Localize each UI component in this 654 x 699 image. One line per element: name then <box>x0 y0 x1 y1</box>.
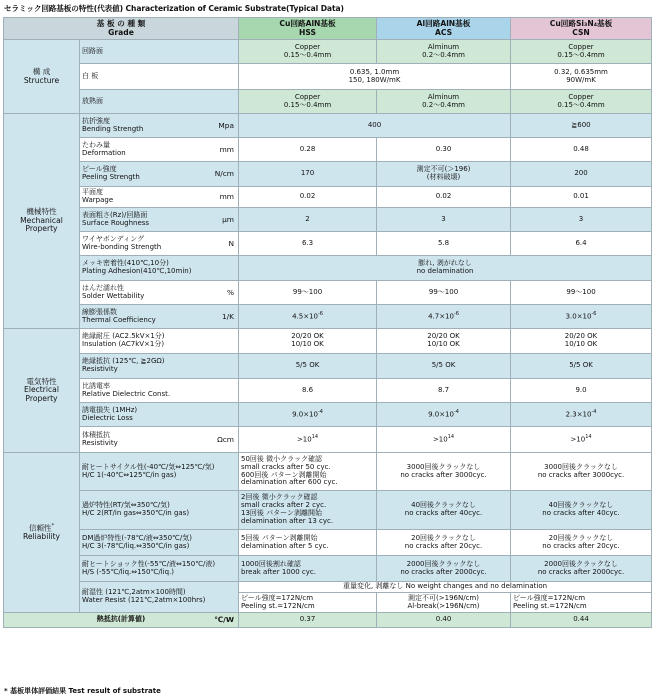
warpage-row <box>4 187 652 208</box>
hss-cell: 2 <box>239 208 377 232</box>
property-label: 線膨張係数 Thermal Coefficiency 1/K <box>80 305 239 329</box>
acs-cell: 0.40 <box>377 613 511 628</box>
hss-cell: Copper 0.15～0.4mm <box>239 40 377 64</box>
plating-row <box>4 256 652 281</box>
csn-cell: ピール強度=172N/cm Peeling st.=172N/cm <box>511 593 652 613</box>
thermal-coef-row <box>4 305 652 329</box>
hss-cell: 170 <box>239 162 377 187</box>
property-label: 誘電損失 (1MHz) Dielectric Loss <box>80 403 239 427</box>
thermal-resistance-label: 熱抵抗(計算値) ℃/W <box>4 613 239 628</box>
property-label: 絶縁耐圧 (AC2.5kV×1分) Insulation (AC7kV×1分) <box>80 329 239 354</box>
acs-cell: Alminum 0.2～0.4mm <box>377 90 511 114</box>
csn-cell: 3 <box>511 208 652 232</box>
property-label: はんだ濡れ性 Solder Wettability % <box>80 281 239 305</box>
acs-cell: 0.02 <box>377 187 511 208</box>
hc1-row <box>4 453 652 491</box>
circuit-label: 回路面 <box>80 40 239 64</box>
csn-cell: 40回後クラックなし no cracks after 40cyc. <box>511 491 652 530</box>
hss-cell: $4.5\times 10^{-6}$ <box>239 305 377 329</box>
hss-cell: 0.37 <box>239 613 377 628</box>
acs-cell: 40回後クラックなし no cracks after 40cyc. <box>377 491 511 530</box>
hss-cell: $9.0\times 10^{-4}$ <box>239 403 377 427</box>
hss-cell: 50回後 微小クラック確認 small cracks after 50 cyc. 600回後 パターン剥離開始 delamination after 600 cyc. <box>239 453 377 491</box>
all-grades-cell: 重量変化, 剥離なし No weight changes and no delamination <box>239 582 652 593</box>
hss-cell: 0.02 <box>239 187 377 208</box>
wirebond-row <box>4 232 652 256</box>
acs-cell: 20/20 OK 10/10 OK <box>377 329 511 354</box>
volume-resistivity-row <box>4 427 652 453</box>
property-label: 平面度 Warpage mm <box>80 187 239 208</box>
structure-plate-row <box>4 64 652 90</box>
dielectric-loss-row <box>4 403 652 427</box>
csn-cell: Copper 0.15～0.4mm <box>511 40 652 64</box>
solder-row <box>4 281 652 305</box>
csn-cell: $3.0\times 10^{-6}$ <box>511 305 652 329</box>
acs-cell: 99～100 <box>377 281 511 305</box>
aln-value-cell: 400 <box>239 114 511 138</box>
hc2-row <box>4 491 652 530</box>
header-row <box>4 18 652 40</box>
bending-row <box>4 114 652 138</box>
csn-cell: 0.44 <box>511 613 652 628</box>
hss-cell: 5回後 パターン剥離開始 delamination after 5 cyc. <box>239 530 377 556</box>
property-label: 表面粗さ(Rz)/回路面 Surface Roughness μm <box>80 208 239 232</box>
electrical-category: 電気特性 Electrical Property <box>4 329 80 453</box>
property-label: 過炉特性(RT/気⇔350℃/気) H/C 2(RT/in gas⇔350℃/in gas) <box>80 491 239 530</box>
plate-label: 白 板 <box>80 64 239 90</box>
all-grades-cell: 膨れ, 剥がれなし no delamination <box>239 256 652 281</box>
hss-cell: 5/5 OK <box>239 354 377 379</box>
hss-header: Cu回路AlN基板 HSS <box>239 18 377 40</box>
csn-cell: $>10^{14}$ <box>511 427 652 453</box>
property-label: 耐ヒートサイクル性(-40℃/気⇔125℃/気) H/C 1(-40℃⇔125℃/in gas) <box>80 453 239 491</box>
structure-heat-row <box>4 90 652 114</box>
csn-plate-cell: 0.32, 0.635mm 90W/mK <box>511 64 652 90</box>
acs-cell: 2000回後クラックなし no cracks after 2000cyc. <box>377 556 511 582</box>
acs-cell: 3 <box>377 208 511 232</box>
hss-cell: 2回後 微小クラック確認 small cracks after 2 cyc. 13回後 パターン剥離開始 delamination after 13 cyc. <box>239 491 377 530</box>
dielectric-const-row <box>4 379 652 403</box>
acs-cell: 測定不可(＞196) (材料破壊) <box>377 162 511 187</box>
acs-cell: 20回後クラックなし no cracks after 20cyc. <box>377 530 511 556</box>
csn-cell: 5/5 OK <box>511 354 652 379</box>
acs-cell: 5.8 <box>377 232 511 256</box>
property-label: 絶縁抵抗 (125℃, ≧2GΩ) Resistivity <box>80 354 239 379</box>
property-label: 抗折強度 Bending Strength Mpa <box>80 114 239 138</box>
property-label: DM過炉特性(-78℃/液⇔350℃/気) H/C 3(-78℃/liq.⇔350℃/in gas) <box>80 530 239 556</box>
property-label: 耐ヒートショック性(-55℃/液⇔150℃/液) H/S (-55℃/liq.⇔150℃/liq.) <box>80 556 239 582</box>
roughness-row <box>4 208 652 232</box>
acs-cell: 5/5 OK <box>377 354 511 379</box>
heat-label: 放熱面 <box>80 90 239 114</box>
csn-cell: $2.3\times 10^{-4}$ <box>511 403 652 427</box>
property-label: メッキ密着性(410℃,10分) Plating Adhesion(410℃,10min) <box>80 256 239 281</box>
property-label: 耐湿性 (121℃,2atm×100時間) Water Resist (121℃,2atm×100hrs) <box>80 582 239 613</box>
csn-cell: 6.4 <box>511 232 652 256</box>
acs-cell: $4.7\times 10^{-6}$ <box>377 305 511 329</box>
hss-cell: 0.28 <box>239 138 377 162</box>
acs-cell: $9.0\times 10^{-4}$ <box>377 403 511 427</box>
hc3-row <box>4 530 652 556</box>
csn-cell: 3000回後クラックなし no cracks after 3000cyc. <box>511 453 652 491</box>
acs-cell: 測定不可(>196N/cm) Al-break(>196N/cm) <box>377 593 511 613</box>
csn-cell: 20回後クラックなし no cracks after 20cyc. <box>511 530 652 556</box>
hss-cell: ピール強度=172N/cm Peeling st.=172N/cm <box>239 593 377 613</box>
footnote: * 基板単体評価結果 Test result of substrate <box>4 687 161 695</box>
property-label: ピール強度 Peeling Strength N/cm <box>80 162 239 187</box>
property-label: 比誘電率 Relative Dielectric Const. <box>80 379 239 403</box>
csn-cell: ≧600 <box>511 114 652 138</box>
csn-cell: 0.48 <box>511 138 652 162</box>
hs-row <box>4 556 652 582</box>
thermal-resistance-row <box>4 613 652 628</box>
aln-plate-cell: 0.635, 1.0mm 150, 180W/mK <box>239 64 511 90</box>
csn-cell: 9.0 <box>511 379 652 403</box>
insulation-row <box>4 329 652 354</box>
csn-header: Cu回路Si₃N₄基板 CSN <box>511 18 652 40</box>
csn-cell: 2000回後クラックなし no cracks after 2000cyc. <box>511 556 652 582</box>
structure-circuit-row <box>4 40 652 64</box>
water-all-row <box>4 582 652 593</box>
hss-cell: Copper 0.15～0.4mm <box>239 90 377 114</box>
reliability-category: 信頼性* Reliability <box>4 453 80 613</box>
acs-cell: 8.7 <box>377 379 511 403</box>
csn-cell: 99～100 <box>511 281 652 305</box>
characterization-table <box>3 17 652 628</box>
csn-cell: Copper 0.15～0.4mm <box>511 90 652 114</box>
hss-cell: 99～100 <box>239 281 377 305</box>
property-label: たわみ量 Deformation mm <box>80 138 239 162</box>
acs-cell: Alminum 0.2～0.4mm <box>377 40 511 64</box>
structure-category: 構 成 Structure <box>4 40 80 114</box>
mechanical-category: 機械特性 Mechanical Property <box>4 114 80 329</box>
grade-header: 基 板 の 種 類 Grade <box>4 18 239 40</box>
property-label: 体積抵抗 Resistivity Ωcm <box>80 427 239 453</box>
acs-cell: 0.30 <box>377 138 511 162</box>
acs-cell: 3000回後クラックなし no cracks after 3000cyc. <box>377 453 511 491</box>
hss-cell: 8.6 <box>239 379 377 403</box>
peeling-row <box>4 162 652 187</box>
hss-cell: 6.3 <box>239 232 377 256</box>
acs-header: Al回路AlN基板 ACS <box>377 18 511 40</box>
resistivity-row <box>4 354 652 379</box>
acs-cell: $>10^{14}$ <box>377 427 511 453</box>
property-label: ワイヤボンディング Wire-bonding Strength N <box>80 232 239 256</box>
csn-cell: 200 <box>511 162 652 187</box>
deformation-row <box>4 138 652 162</box>
hss-cell: $>10^{14}$ <box>239 427 377 453</box>
hss-cell: 1000回後割れ確認 break after 1000 cyc. <box>239 556 377 582</box>
hss-cell: 20/20 OK 10/10 OK <box>239 329 377 354</box>
csn-cell: 20/20 OK 10/10 OK <box>511 329 652 354</box>
page-title: セラミック回路基板の特性(代表値) Characterization of Ceramic Substrate(Typical Data) <box>4 4 344 13</box>
csn-cell: 0.01 <box>511 187 652 208</box>
